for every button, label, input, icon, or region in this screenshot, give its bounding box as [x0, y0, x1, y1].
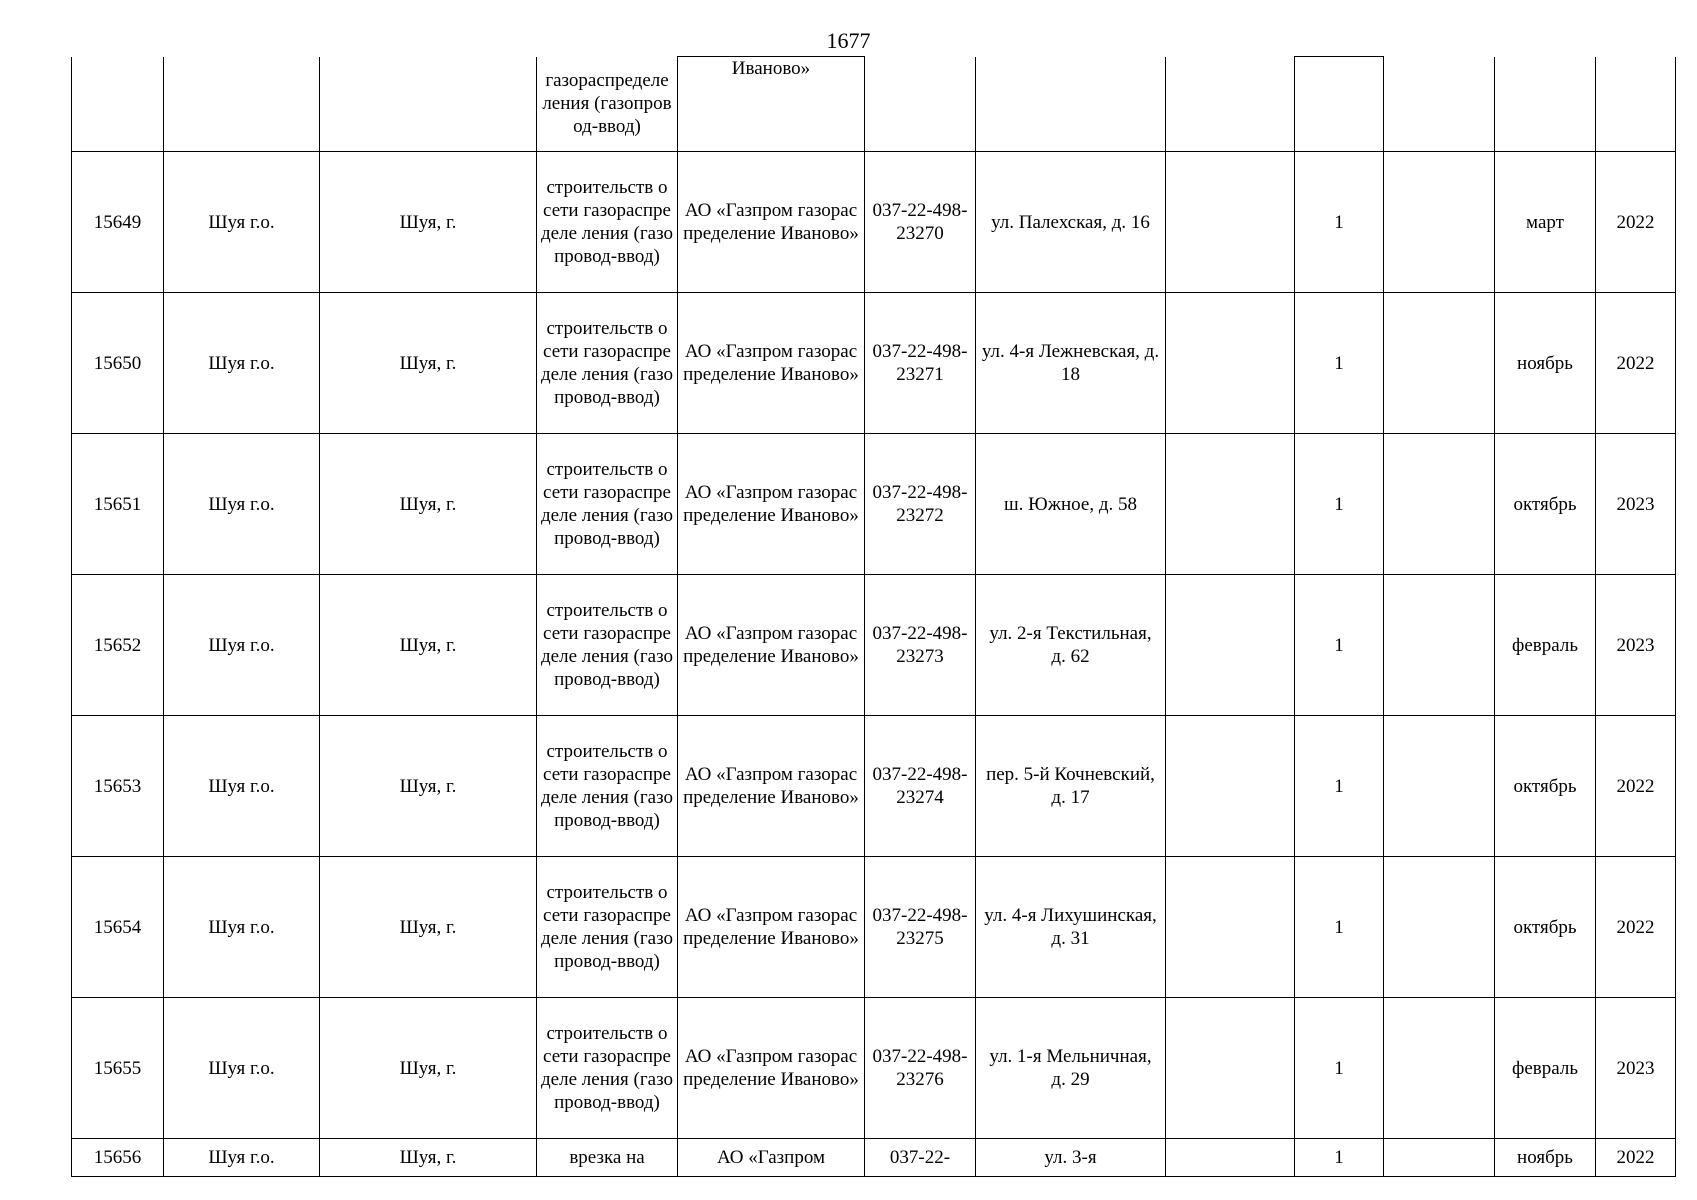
cell-code: 037-22-498-23272	[865, 434, 976, 575]
cell-organization: Иваново»	[678, 57, 865, 152]
cell-count	[1295, 57, 1384, 152]
cell-organization: АО «Газпром газораспределение Иваново»	[678, 998, 865, 1139]
cell-district: Шуя г.о.	[164, 857, 320, 998]
cell-num: 15650	[72, 293, 164, 434]
cell-year: 2022	[1596, 716, 1676, 857]
cell-locality: Шуя, г.	[320, 152, 537, 293]
cell-col8	[1166, 152, 1295, 293]
cell-district: Шуя г.о.	[164, 293, 320, 434]
cell-work-type: строительств о сети газораспределе ления (газопровод-ввод)	[537, 434, 678, 575]
cell-col8	[1166, 434, 1295, 575]
cell-address: ул. 1-я Мельничная, д. 29	[976, 998, 1166, 1139]
cell-district: Шуя г.о.	[164, 434, 320, 575]
cell-num: 15652	[72, 575, 164, 716]
cell-work-type: газораспределе ления (газопровод-ввод)	[537, 57, 678, 152]
table-row	[72, 152, 1676, 293]
table-row-continuation	[72, 57, 1676, 152]
cell-work-type: строительств о сети газораспределе ления (газопровод-ввод)	[537, 293, 678, 434]
cell-col10	[1384, 57, 1495, 152]
cell-year: 2022	[1596, 293, 1676, 434]
cell-address: ул. 2-я Текстильная, д. 62	[976, 575, 1166, 716]
cell-col10	[1384, 293, 1495, 434]
cell-col8	[1166, 57, 1295, 152]
cell-col10	[1384, 434, 1495, 575]
cell-count: 1	[1295, 434, 1384, 575]
cell-month: март	[1495, 152, 1596, 293]
cell-organization: АО «Газпром	[678, 1139, 865, 1177]
cell-organization: АО «Газпром газораспределение Иваново»	[678, 152, 865, 293]
cell-col10	[1384, 716, 1495, 857]
cell-organization: АО «Газпром газораспределение Иваново»	[678, 716, 865, 857]
cell-district: Шуя г.о.	[164, 575, 320, 716]
table-row	[72, 716, 1676, 857]
cell-num: 15656	[72, 1139, 164, 1177]
cell-district: Шуя г.о.	[164, 1139, 320, 1177]
cell-num: 15649	[72, 152, 164, 293]
cell-month: февраль	[1495, 575, 1596, 716]
cell-district: Шуя г.о.	[164, 998, 320, 1139]
cell-month: октябрь	[1495, 857, 1596, 998]
cell-locality	[320, 57, 537, 152]
cell-year: 2023	[1596, 998, 1676, 1139]
cell-num: 15654	[72, 857, 164, 998]
cell-work-type: строительств о сети газораспределе ления (газопровод-ввод)	[537, 857, 678, 998]
cell-count: 1	[1295, 857, 1384, 998]
cell-address: ул. 4-я Лихушинская, д. 31	[976, 857, 1166, 998]
cell-address: ш. Южное, д. 58	[976, 434, 1166, 575]
cell-locality: Шуя, г.	[320, 857, 537, 998]
cell-work-type: строительств о сети газораспределе ления (газопровод-ввод)	[537, 575, 678, 716]
cell-code: 037-22-498-23275	[865, 857, 976, 998]
cell-code	[865, 57, 976, 152]
cell-organization: АО «Газпром газораспределение Иваново»	[678, 434, 865, 575]
cell-num	[72, 57, 164, 152]
cell-locality: Шуя, г.	[320, 293, 537, 434]
cell-locality: Шуя, г.	[320, 575, 537, 716]
cell-col10	[1384, 575, 1495, 716]
cell-col8	[1166, 857, 1295, 998]
cell-code: 037-22-498-23270	[865, 152, 976, 293]
table-body	[72, 57, 1676, 1177]
cell-col8	[1166, 998, 1295, 1139]
cell-count: 1	[1295, 1139, 1384, 1177]
cell-month: ноябрь	[1495, 293, 1596, 434]
cell-code: 037-22-498-23274	[865, 716, 976, 857]
cell-year: 2022	[1596, 152, 1676, 293]
cell-district: Шуя г.о.	[164, 716, 320, 857]
cell-year: 2023	[1596, 434, 1676, 575]
cell-count: 1	[1295, 152, 1384, 293]
cell-count: 1	[1295, 998, 1384, 1139]
cell-code: 037-22-498-23271	[865, 293, 976, 434]
cell-num: 15653	[72, 716, 164, 857]
cell-locality: Шуя, г.	[320, 998, 537, 1139]
cell-work-type: строительств о сети газораспределе ления (газопровод-ввод)	[537, 716, 678, 857]
cell-num: 15655	[72, 998, 164, 1139]
cell-work-type: строительств о сети газораспределе ления (газопровод-ввод)	[537, 152, 678, 293]
cell-col10	[1384, 152, 1495, 293]
cell-locality: Шуя, г.	[320, 434, 537, 575]
cell-address	[976, 57, 1166, 152]
cell-year: 2023	[1596, 575, 1676, 716]
cell-month: ноябрь	[1495, 1139, 1596, 1177]
cell-col8	[1166, 575, 1295, 716]
cell-col10	[1384, 1139, 1495, 1177]
cell-address: ул. 4-я Лежневская, д. 18	[976, 293, 1166, 434]
table-row	[72, 293, 1676, 434]
page-number: 1677	[826, 28, 871, 53]
cell-col8	[1166, 293, 1295, 434]
cell-organization: АО «Газпром газораспределение Иваново»	[678, 575, 865, 716]
cell-count: 1	[1295, 575, 1384, 716]
cell-organization: АО «Газпром газораспределение Иваново»	[678, 857, 865, 998]
cell-address: ул. Палехская, д. 16	[976, 152, 1166, 293]
cell-year	[1596, 57, 1676, 152]
table-row	[72, 857, 1676, 998]
cell-address: пер. 5-й Кочневский, д. 17	[976, 716, 1166, 857]
cell-col8	[1166, 716, 1295, 857]
cell-locality: Шуя, г.	[320, 1139, 537, 1177]
cell-count: 1	[1295, 716, 1384, 857]
cell-count: 1	[1295, 293, 1384, 434]
cell-month	[1495, 57, 1596, 152]
cell-address: ул. 3-я	[976, 1139, 1166, 1177]
table-row	[72, 575, 1676, 716]
cell-month: февраль	[1495, 998, 1596, 1139]
cell-month: октябрь	[1495, 716, 1596, 857]
cell-work-type: врезка на	[537, 1139, 678, 1177]
cell-code: 037-22-498-23273	[865, 575, 976, 716]
cell-district	[164, 57, 320, 152]
cell-locality: Шуя, г.	[320, 716, 537, 857]
cell-work-type: строительств о сети газораспределе ления (газопровод-ввод)	[537, 998, 678, 1139]
registry-table	[71, 56, 1676, 1177]
cell-col10	[1384, 998, 1495, 1139]
cell-col8	[1166, 1139, 1295, 1177]
cell-district: Шуя г.о.	[164, 152, 320, 293]
cell-num: 15651	[72, 434, 164, 575]
cell-year: 2022	[1596, 857, 1676, 998]
table-row	[72, 1139, 1676, 1177]
cell-year: 2022	[1596, 1139, 1676, 1177]
cell-month: октябрь	[1495, 434, 1596, 575]
table-row	[72, 998, 1676, 1139]
cell-organization: АО «Газпром газораспределение Иваново»	[678, 293, 865, 434]
table-row	[72, 434, 1676, 575]
cell-code: 037-22-498-23276	[865, 998, 976, 1139]
cell-col10	[1384, 857, 1495, 998]
cell-code: 037-22-	[865, 1139, 976, 1177]
